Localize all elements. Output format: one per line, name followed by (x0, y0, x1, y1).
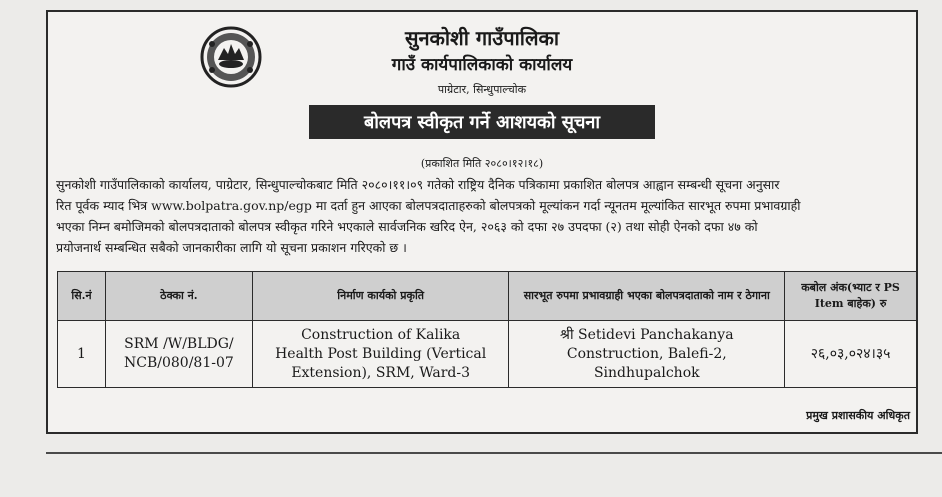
notice-title: बोलपत्र स्वीकृत गर्ने आशयको सूचना (309, 105, 655, 139)
cell-contract-no (105, 321, 252, 388)
office-address: पाग्रेटार, सिन्धुपाल्चोक (437, 83, 527, 96)
cell-amount: २६,०३,०२४।३५ (785, 321, 917, 388)
work-line: Extension), SRM, Ward-3 (291, 364, 471, 381)
cell-work-nature (252, 321, 509, 388)
org-name: सुनकोशी गाउँपालिका (404, 26, 560, 50)
work-line: Health Post Building (Vertical (275, 345, 487, 362)
bidder-line: श्री Setidevi Panchakanya (560, 326, 734, 343)
office-name: गाउँ कार्यपालिकाको कार्यालय (391, 55, 573, 75)
work-line: Construction of Kalika (301, 326, 461, 343)
signatory: प्रमुख प्रशासकीय अधिकृत (806, 409, 910, 422)
contract-no-line: SRM /W/BLDG/ (124, 336, 234, 352)
notice-body-line: सुनकोशी गाउँपालिकाको कार्यालय, पाग्रेटार, सिन्धुपाल्चोकबाट मिति २०८०।११।०९ गतेको राष्ट्रिय दैनिक पत्रिकामा प्रकाशित बोलपत्र आह्वान सम्बन्धी सूचना अनुसार (56, 177, 780, 192)
notice-body (56, 174, 908, 258)
header-bidder: सारभूत रुपमा प्रभावग्राही भएका बोलपत्रदाताको नाम र ठेगाना (509, 272, 785, 321)
cell-bidder (509, 321, 785, 388)
header-work-nature: निर्माण कार्यको प्रकृति (252, 272, 509, 321)
cell-sn: 1 (58, 321, 106, 388)
page-divider (46, 452, 942, 454)
contract-no-line: NCB/080/81-07 (124, 355, 234, 371)
notice-body-line: रित पूर्वक म्याद भित्र www.bolpatra.gov.np/egp मा दर्ता हुन आएका बोलपत्रदाताहरुको बोलपत्रको मूल्यांकन गर्दा न्यूनतम मूल्यांकित सारभूत रुपमा प्रभावग्राही (56, 198, 801, 213)
header-sn: सि.नं (58, 272, 106, 321)
tender-notice (46, 10, 918, 434)
notice-body-line: भएका निम्न बमोजिमको बोलपत्रदाताको बोलपत्र स्वीकृत गरिने भएकाले सार्वजनिक खरिद ऐन, २०६३ को दफा २७ उपदफा (२) तथा सोही ऐनको दफा ४७ को (56, 219, 758, 234)
header-amount: कबोल अंक(भ्याट र PS Item बाहेक) रु (785, 272, 917, 321)
tender-table (57, 271, 917, 388)
table-row (58, 321, 917, 388)
bidder-line: Construction, Balefi-2, Sindhupalchok (566, 345, 727, 381)
table-header-row (58, 272, 917, 321)
published-date: (प्रकाशित मिति २०८०।१२।१८) (420, 157, 544, 170)
header-contract-no: ठेक्का नं. (105, 272, 252, 321)
notice-body-line: प्रयोजनार्थ सम्बन्धित सबैको जानकारीका लागि यो सूचना प्रकाशन गरिएको छ । (56, 240, 407, 255)
